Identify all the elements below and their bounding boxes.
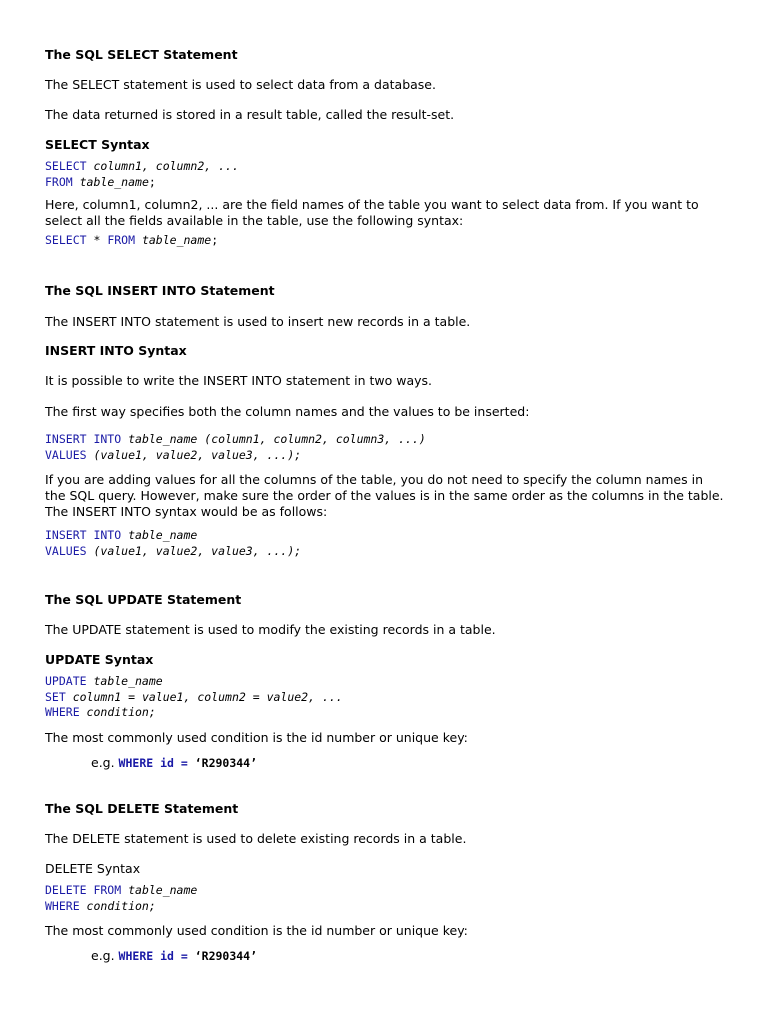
insert-code-block-1	[45, 432, 426, 463]
code-keyword: SELECT	[45, 233, 87, 247]
code-text: ‘R290344’	[187, 949, 258, 963]
code-keyword: VALUES	[45, 447, 87, 462]
example-prefix: e.g.	[91, 755, 119, 770]
select-paragraph-2: The data returned is stored in a result table, called the result-set.	[45, 107, 455, 122]
delete-heading: The SQL DELETE Statement	[45, 801, 239, 816]
code-keyword: DELETE FROM	[45, 883, 122, 897]
insert-paragraph-3: The first way specifies both the column names and the values to be inserted:	[45, 404, 530, 419]
update-paragraph-1: The UPDATE statement is used to modify the existing records in a table.	[45, 622, 496, 637]
code-keyword: VALUES	[45, 543, 87, 558]
code-keyword: UPDATE	[45, 674, 87, 688]
code-text: table_name	[121, 432, 205, 446]
code-text: table_name	[86, 674, 163, 688]
insert-code-block-2	[45, 528, 301, 559]
code-text: (value1, value2, value3, ...);	[86, 543, 302, 558]
code-keyword: WHERE	[45, 705, 80, 719]
select-code-block	[45, 159, 239, 190]
select-paragraph-3: Here, column1, column2, ... are the field names of the table you want to select data from. If you want to select all the fields available in the table, use the following syntax:	[45, 197, 699, 228]
code-text: table_name	[121, 528, 198, 542]
code-keyword: INSERT INTO	[45, 528, 122, 542]
code-text: ;	[211, 233, 219, 247]
code-text: condition;	[79, 705, 156, 719]
code-keyword: SELECT	[45, 159, 87, 173]
update-example	[91, 755, 257, 771]
example-prefix: e.g.	[91, 948, 119, 963]
code-text: ‘R290344’	[187, 756, 258, 770]
code-text: (column1, column2, column3, ...)	[204, 432, 426, 446]
update-syntax-heading: UPDATE Syntax	[45, 652, 154, 667]
code-keyword: FROM	[45, 174, 73, 189]
insert-paragraph-1: The INSERT INTO statement is used to insert new records in a table.	[45, 314, 471, 329]
code-text: *	[86, 233, 108, 247]
code-keyword: WHERE id =	[118, 949, 188, 963]
code-keyword: FROM	[107, 233, 136, 247]
update-code-block	[45, 674, 343, 721]
delete-syntax-heading: DELETE Syntax	[45, 861, 141, 876]
insert-heading: The SQL INSERT INTO Statement	[45, 283, 275, 298]
code-text: condition;	[79, 898, 156, 913]
code-keyword: WHERE id =	[118, 756, 188, 770]
code-text: column1, column2, ...	[86, 159, 239, 173]
update-paragraph-2: The most commonly used condition is the id number or unique key:	[45, 730, 468, 745]
code-keyword: SET	[45, 689, 66, 704]
delete-code-block	[45, 883, 197, 914]
code-text: column1 = value1, column2 = value2, ...	[65, 689, 343, 704]
code-text: table_name	[135, 233, 212, 247]
code-keyword: WHERE	[45, 898, 80, 913]
select-all-code-block	[45, 233, 218, 249]
select-heading: The SQL SELECT Statement	[45, 47, 238, 62]
update-heading: The SQL UPDATE Statement	[45, 592, 242, 607]
code-keyword: INSERT INTO	[45, 432, 122, 446]
select-paragraph-1: The SELECT statement is used to select data from a database.	[45, 77, 436, 92]
delete-example	[91, 948, 257, 964]
insert-syntax-heading: INSERT INTO Syntax	[45, 343, 187, 358]
delete-paragraph-1: The DELETE statement is used to delete existing records in a table.	[45, 831, 467, 846]
code-text: (value1, value2, value3, ...);	[86, 447, 302, 462]
insert-paragraph-4: If you are adding values for all the columns of the table, you do not need to specify the column names in the SQL query. However, make sure the order of the values is in the same order as the columns in the table. The INSERT INTO syntax would be as follows:	[45, 472, 724, 519]
delete-paragraph-2: The most commonly used condition is the id number or unique key:	[45, 923, 468, 938]
code-text: ;	[148, 174, 156, 189]
code-text: table_name	[121, 883, 198, 897]
select-syntax-heading: SELECT Syntax	[45, 137, 150, 152]
insert-paragraph-2: It is possible to write the INSERT INTO statement in two ways.	[45, 373, 433, 388]
code-text: table_name	[72, 174, 149, 189]
